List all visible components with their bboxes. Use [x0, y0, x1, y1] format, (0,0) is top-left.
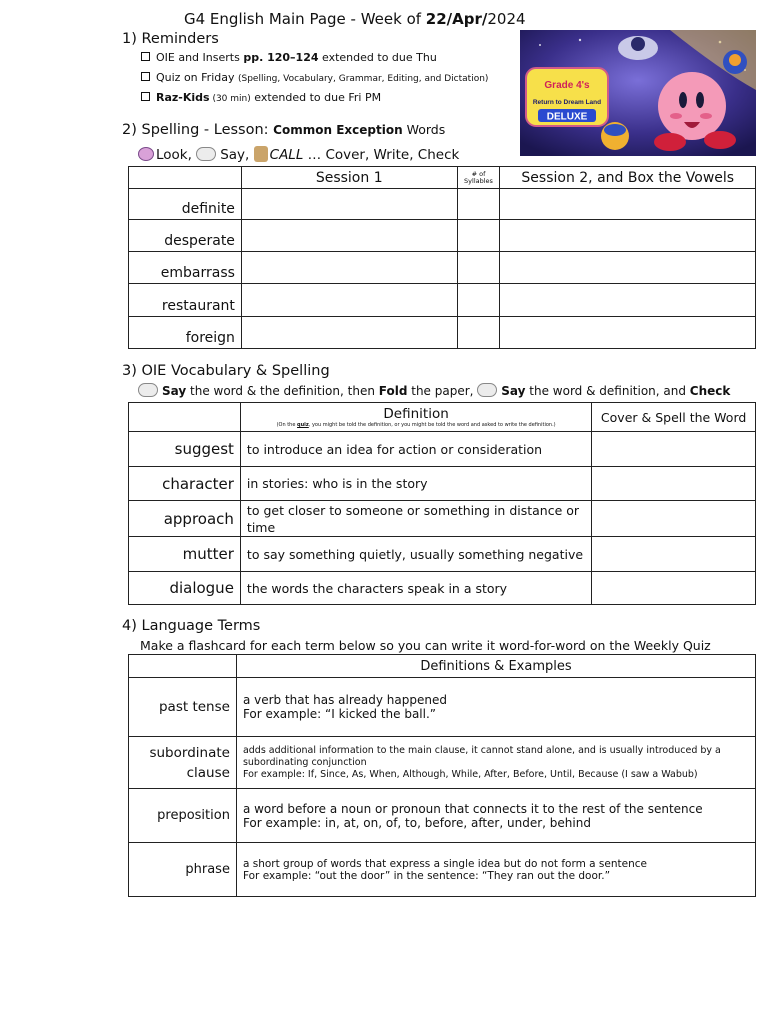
write-cell[interactable]: [500, 284, 756, 317]
table-row: [129, 284, 756, 317]
table-row: [129, 467, 756, 501]
table-cell: [129, 403, 241, 432]
write-cell[interactable]: [241, 220, 457, 252]
write-cell[interactable]: [241, 284, 457, 317]
term-label: subordinate clause: [129, 737, 237, 789]
term-definition: a word before a noun or pronoun that connects it to the rest of the sentence For example: in, at, on, of, to, before, after, under, behind: [236, 789, 755, 843]
oie-instruction: Say the word & the definition, then Fold the paper, Say the word & definition, and Check: [138, 383, 730, 398]
write-cell[interactable]: [592, 572, 756, 605]
table-row: [129, 678, 756, 737]
table-header-row: [129, 403, 756, 432]
language-heading: 4) Language Terms: [122, 618, 261, 634]
spelling-table: [128, 166, 756, 349]
speech-cloud-icon: [196, 147, 216, 161]
vocab-word: character: [129, 467, 241, 501]
term-label: preposition: [129, 789, 237, 843]
write-cell[interactable]: [592, 467, 756, 501]
reminders-heading: 1) Reminders: [122, 31, 219, 47]
language-instruction: Make a flashcard for each term below so you can write it word-for-word on the Weekly Quiz: [140, 638, 711, 653]
table-row: [129, 317, 756, 349]
table-row: [129, 252, 756, 284]
write-cell[interactable]: [500, 220, 756, 252]
vocab-definition: to get closer to someone or something in distance or time: [240, 501, 591, 537]
speech-cloud-icon: [138, 383, 158, 397]
speech-cloud-icon: [477, 383, 497, 397]
write-cell[interactable]: [241, 189, 457, 220]
write-cell[interactable]: [457, 317, 500, 349]
cover-spell-header: Cover & Spell the Word: [592, 403, 756, 432]
term-label: past tense: [129, 678, 237, 737]
write-cell[interactable]: [592, 537, 756, 572]
table-header-row: [129, 655, 756, 678]
table-row: [129, 501, 756, 537]
write-cell[interactable]: [457, 284, 500, 317]
write-cell[interactable]: [500, 189, 756, 220]
write-cell[interactable]: [500, 252, 756, 284]
banner-logo: [526, 68, 608, 126]
term-definition: a short group of words that express a single idea but do not form a sentence For example: “out the door” in the sentence: “They ran out the door.”: [236, 843, 755, 897]
spelling-word: restaurant: [129, 284, 242, 317]
reminder-item: OIE and Inserts pp. 120–124 extended to due Thu: [141, 51, 437, 64]
table-header-row: [129, 167, 756, 189]
table-cell: [129, 655, 237, 678]
write-cell[interactable]: [241, 317, 457, 349]
spelling-word: desperate: [129, 220, 242, 252]
vocab-word: mutter: [129, 537, 241, 572]
write-cell[interactable]: [592, 432, 756, 467]
table-row: [129, 432, 756, 467]
write-cell[interactable]: [500, 317, 756, 349]
spelling-word: definite: [129, 189, 242, 220]
syllables-header: # of Syllables: [457, 167, 500, 189]
vocab-definition: the words the characters speak in a story: [240, 572, 591, 605]
phone-icon: [254, 146, 268, 162]
write-cell[interactable]: [457, 189, 500, 220]
table-row: [129, 537, 756, 572]
session2-header: Session 2, and Box the Vowels: [500, 167, 756, 189]
spelling-heading: 2) Spelling - Lesson: Common Exception Words: [122, 122, 446, 138]
table-row: [129, 843, 756, 897]
reminder-item: Quiz on Friday (Spelling, Vocabulary, Grammar, Editing, and Dictation): [141, 71, 488, 84]
definitions-examples-header: Definitions & Examples: [236, 655, 755, 678]
write-cell[interactable]: [457, 220, 500, 252]
look-say-call-steps: Look, Say, CALL … Cover, Write, Check: [138, 146, 459, 163]
eyes-icon: [138, 147, 154, 161]
banner-illustration: [520, 30, 756, 156]
vocab-word: dialogue: [129, 572, 241, 605]
spelling-word: foreign: [129, 317, 242, 349]
svg-text:Return to Dream Land: Return to Dream Land: [532, 99, 602, 106]
vocabulary-table: [128, 402, 756, 605]
write-cell[interactable]: [592, 501, 756, 537]
spelling-word: embarrass: [129, 252, 242, 284]
vocab-definition: to say something quietly, usually something negative: [240, 537, 591, 572]
table-row: [129, 220, 756, 252]
definition-header: Definition (On the quiz, you might be told the definition, or you might be told the word and asked to write the definition.): [240, 403, 591, 432]
kirby-banner-image: [520, 30, 756, 156]
table-row: [129, 572, 756, 605]
session1-header: Session 1: [241, 167, 457, 189]
oie-heading: 3) OIE Vocabulary & Spelling: [122, 363, 330, 379]
table-cell: [129, 167, 242, 189]
write-cell[interactable]: [457, 252, 500, 284]
page-title: G4 English Main Page - Week of 22/Apr/2024: [184, 10, 526, 28]
vocab-word: approach: [129, 501, 241, 537]
checkbox-icon: [141, 92, 150, 101]
vocab-word: suggest: [129, 432, 241, 467]
term-label: phrase: [129, 843, 237, 897]
table-row: [129, 189, 756, 220]
checkbox-icon: [141, 72, 150, 81]
vocab-definition: in stories: who is in the story: [240, 467, 591, 501]
table-row: [129, 737, 756, 789]
vocab-definition: to introduce an idea for action or consideration: [240, 432, 591, 467]
svg-text:DELUXE: DELUXE: [546, 111, 588, 123]
svg-text:Grade 4's: Grade 4's: [544, 80, 590, 91]
term-definition: a verb that has already happened For example: “I kicked the ball.”: [236, 678, 755, 737]
checkbox-icon: [141, 52, 150, 61]
write-cell[interactable]: [241, 252, 457, 284]
table-row: [129, 789, 756, 843]
reminder-item: Raz-Kids (30 min) extended to due Fri PM: [141, 91, 381, 104]
term-definition: adds additional information to the main clause, it cannot stand alone, and is usually introduced by a subordinating conjunction For example: If, Since, As, When, Although, While, After, Before, Until, Because (I saw a Wabub): [236, 737, 755, 789]
language-terms-table: [128, 654, 756, 897]
